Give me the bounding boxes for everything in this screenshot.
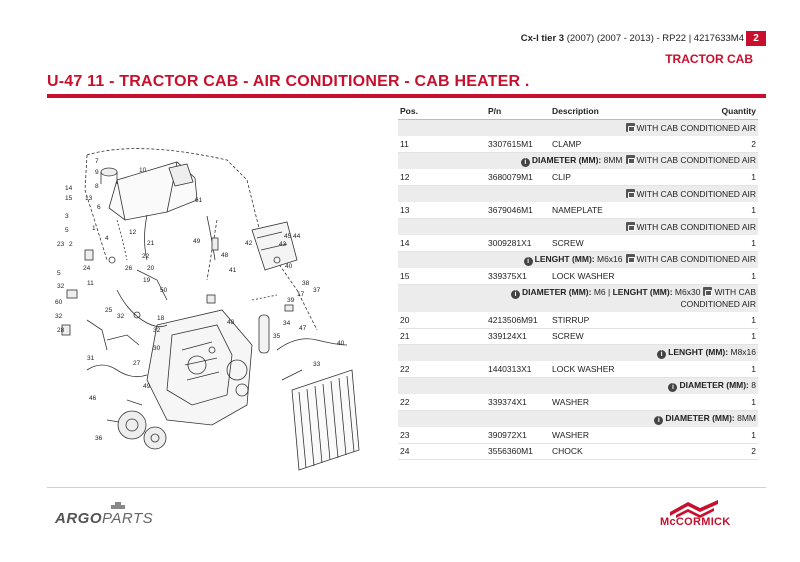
diagram-label: 43 — [279, 241, 287, 248]
diagram-label: 15 — [65, 195, 73, 202]
diagram-label: 37 — [313, 287, 321, 294]
info-icon: i — [657, 350, 666, 359]
table-row[interactable]: 11 3307615M1 CLAMP 2 — [398, 136, 758, 152]
table-row[interactable]: 13 3679046M1 NAMEPLATE 1 — [398, 202, 758, 218]
argo-parts-logo: ARGOPARTS — [55, 510, 154, 527]
diagram-label: 48 — [221, 252, 229, 259]
col-pn-header: P/n — [486, 103, 550, 119]
parts-table — [398, 103, 758, 460]
exploded-parts-diagram — [47, 120, 387, 475]
col-description-header: Description — [550, 103, 670, 119]
diagram-label: 14 — [65, 185, 73, 192]
diagram-label: 9 — [95, 169, 99, 176]
diagram-label: 23 — [57, 241, 65, 248]
info-icon: i — [654, 416, 663, 425]
row-note: WITH CAB CONDITIONED AIR — [398, 185, 758, 202]
diagram-label: 42 — [245, 240, 253, 247]
diagram-label: 48 — [227, 319, 235, 326]
table-row[interactable]: 22 1440313X1 LOCK WASHER 1 — [398, 361, 758, 377]
diagram-label: 44 — [293, 233, 301, 240]
diagram-label: 13 — [85, 195, 93, 202]
cab-ac-icon — [703, 287, 712, 296]
row-note: WITH CAB CONDITIONED AIR — [398, 218, 758, 235]
diagram-label: 49 — [193, 238, 201, 245]
col-quantity-header: Quantity — [670, 103, 758, 119]
diagram-label: 35 — [273, 333, 281, 340]
diagram-label: 50 — [160, 287, 168, 294]
diagram-label: 38 — [302, 280, 310, 287]
diagram-label: 7 — [95, 158, 99, 165]
diagram-label: 28 — [57, 327, 65, 334]
diagram-label: 5 — [57, 270, 61, 277]
diagram-label: 25 — [105, 307, 113, 314]
diagram-label: 30 — [153, 345, 161, 352]
cab-ac-icon — [626, 254, 635, 263]
diagram-label: 41 — [229, 267, 237, 274]
diagram-label: 31 — [87, 355, 95, 362]
diagram-label: 40 — [337, 340, 345, 347]
diagram-label: 47 — [299, 325, 307, 332]
title-rule — [47, 94, 766, 98]
diagram-label: 2 — [69, 241, 73, 248]
diagram-label: 1 — [92, 225, 96, 232]
diagram-label: 19 — [143, 277, 151, 284]
diagram-label: 36 — [95, 435, 103, 442]
diagram-label: 21 — [147, 240, 155, 247]
info-icon: i — [668, 383, 677, 392]
diagram-label: 49 — [143, 383, 151, 390]
row-note: i DIAMETER (MM): 8MM WITH CAB CONDITIONED AIR — [398, 152, 758, 169]
page-title: U-47 11 - TRACTOR CAB - AIR CONDITIONER - CAB HEATER . — [47, 73, 530, 90]
header-model-info: Cx-l tier 3 (2007) (2007 - 2013) - RP22 | 4217633M4 — [520, 33, 744, 44]
cab-ac-icon — [626, 123, 635, 132]
diagram-label: 6 — [97, 204, 101, 211]
diagram-label: 45 — [284, 233, 292, 240]
table-row[interactable]: 12 3680079M1 CLIP 1 — [398, 169, 758, 185]
page-number-badge: 2 — [746, 31, 766, 46]
table-row[interactable]: 20 4213506M91 STIRRUP 1 — [398, 312, 758, 328]
table-row[interactable]: 15 339375X1 LOCK WASHER 1 — [398, 268, 758, 284]
diagram-label: 39 — [287, 297, 295, 304]
diagram-label: 20 — [147, 265, 155, 272]
info-icon: i — [511, 290, 520, 299]
diagram-label: 32 — [57, 283, 65, 290]
diagram-label: 24 — [83, 265, 91, 272]
table-row[interactable]: 24 3556360M1 CHOCK 2 — [398, 443, 758, 459]
diagram-label: 8 — [95, 183, 99, 190]
diagram-label: 5 — [65, 227, 69, 234]
row-note: i DIAMETER (MM): 8 — [398, 377, 758, 394]
diagram-label: 34 — [283, 320, 291, 327]
diagram-label: 17 — [297, 291, 305, 298]
diagram-label: 32 — [117, 313, 125, 320]
section-title: TRACTOR CAB — [665, 52, 753, 66]
footer-rule — [47, 487, 766, 488]
table-header-row — [398, 103, 758, 119]
row-note: WITH CAB CONDITIONED AIR — [398, 119, 758, 136]
diagram-label: 26 — [125, 265, 133, 272]
info-icon: i — [524, 257, 533, 266]
diagram-label: 3 — [65, 213, 69, 220]
diagram-label: 40 — [285, 263, 293, 270]
col-pos-header: Pos. — [398, 103, 486, 119]
table-row[interactable]: 14 3009281X1 SCREW 1 — [398, 235, 758, 251]
diagram-label: 27 — [133, 360, 141, 367]
diagram-label: 18 — [157, 315, 165, 322]
diagram-label: 11 — [87, 280, 94, 287]
diagram-label: 60 — [55, 299, 63, 306]
diagram-label: 32 — [55, 313, 63, 320]
diagram-label: 32 — [153, 327, 161, 334]
table-row[interactable]: 21 339124X1 SCREW 1 — [398, 328, 758, 344]
diagram-label: 61 — [195, 197, 203, 204]
diagram-label: 22 — [142, 253, 150, 260]
diagram-label: 12 — [129, 229, 137, 236]
table-row[interactable]: 23 390972X1 WASHER 1 — [398, 427, 758, 443]
diagram-label: 10 — [139, 167, 147, 174]
cab-ac-icon — [626, 222, 635, 231]
diagram-label: 33 — [313, 361, 321, 368]
diagram-label: 46 — [89, 395, 97, 402]
table-row[interactable]: 22 339374X1 WASHER 1 — [398, 394, 758, 410]
row-note: i LENGHT (MM): M6x16 WITH CAB CONDITIONED AIR — [398, 251, 758, 268]
diagram-label: 4 — [105, 235, 109, 242]
mccormick-logo: McCORMICK — [660, 516, 731, 528]
row-note: i DIAMETER (MM): 8MM — [398, 410, 758, 427]
row-note: i LENGHT (MM): M8x16 — [398, 344, 758, 361]
cab-ac-icon — [626, 189, 635, 198]
info-icon: i — [521, 158, 530, 167]
row-note: i DIAMETER (MM): M6 | LENGHT (MM): M6x30 WITH CAB CONDITIONED AIR — [398, 284, 758, 312]
cab-ac-icon — [626, 155, 635, 164]
